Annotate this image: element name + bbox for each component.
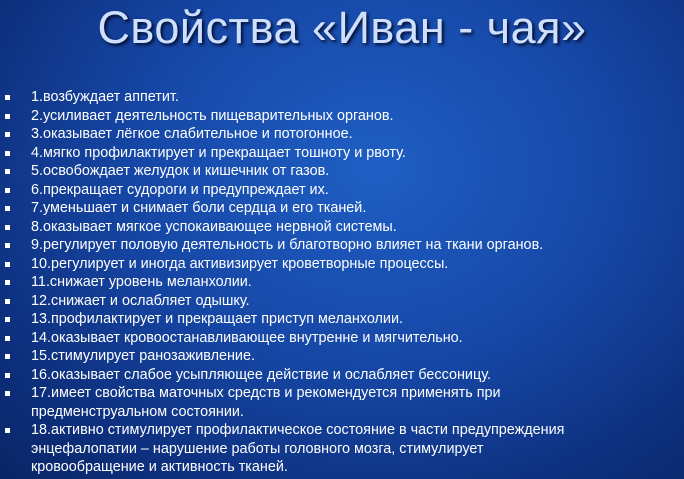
bullet-icon bbox=[5, 206, 10, 211]
list-item-text: 8.оказывает мягкое успокаивающее нервной системы. bbox=[31, 218, 397, 235]
list-item bbox=[0, 144, 684, 163]
bullet-icon bbox=[5, 391, 10, 396]
list-item-text: 16.оказывает слабое усыпляющее действие и ослабляет бессоницу. bbox=[31, 366, 491, 383]
list-item bbox=[0, 199, 684, 218]
bullet-icon bbox=[5, 336, 10, 341]
bullet-icon bbox=[5, 280, 10, 285]
bullet-icon bbox=[5, 243, 10, 248]
bullet-icon bbox=[5, 151, 10, 156]
list-item bbox=[0, 329, 684, 348]
list-item bbox=[0, 273, 684, 292]
list-item bbox=[0, 292, 684, 311]
list-item bbox=[0, 107, 684, 126]
bullet-icon bbox=[5, 225, 10, 230]
list-item bbox=[0, 347, 684, 366]
list-item bbox=[0, 366, 684, 385]
bullet-icon bbox=[5, 317, 10, 322]
list-item bbox=[0, 255, 684, 274]
list-item-text: 6.прекращает судороги и предупреждает их. bbox=[31, 181, 329, 198]
list-item bbox=[0, 181, 684, 200]
list-item-text: 5.освобождает желудок и кишечник от газов. bbox=[31, 163, 330, 179]
list-item bbox=[0, 236, 684, 255]
list-item bbox=[0, 310, 684, 329]
list-item-text: 11.снижает уровень меланхолии. bbox=[31, 274, 252, 290]
list-item bbox=[0, 162, 684, 181]
bullet-icon bbox=[5, 114, 10, 119]
list-item-text: 10.регулирует и иногда активизирует кроветворные процессы. bbox=[31, 255, 449, 272]
list-item-text: 3.оказывает лёгкое слабительное и потогонное. bbox=[31, 126, 353, 142]
list-item-text: 1.возбуждает аппетит. bbox=[31, 89, 179, 105]
list-item-text: 14.оказывает кровоостанавливающее внутренне и мягчительно. bbox=[31, 329, 463, 346]
list-item-text: 4.мягко профилактирует и прекращает тошноту и рвоту. bbox=[31, 144, 406, 161]
bullet-icon bbox=[5, 428, 10, 433]
list-item bbox=[0, 125, 684, 144]
list-item-text: 17.имеет свойства маточных средств и рекомендуется применять при предменструальном состоянии. bbox=[31, 385, 501, 420]
slide-title: Свойства «Иван - чая» bbox=[97, 2, 587, 53]
bullet-icon bbox=[5, 95, 10, 100]
list-item bbox=[0, 218, 684, 237]
properties-list bbox=[0, 88, 684, 477]
bullet-icon bbox=[5, 262, 10, 267]
list-item-text: 7.уменьшает и снимает боли сердца и его тканей. bbox=[31, 200, 367, 216]
bullet-icon bbox=[5, 299, 10, 304]
list-item bbox=[0, 421, 684, 477]
list-item-text: 2.усиливает деятельность пищеварительных органов. bbox=[31, 107, 394, 124]
bullet-icon bbox=[5, 132, 10, 137]
bullet-icon bbox=[5, 188, 10, 193]
list-item bbox=[0, 384, 684, 421]
list-item-text: 15.стимулирует ранозаживление. bbox=[31, 348, 255, 364]
bullet-icon bbox=[5, 169, 10, 174]
list-item-text: 13.профилактирует и прекращает приступ меланхолии. bbox=[31, 311, 403, 327]
bullet-icon bbox=[5, 354, 10, 359]
list-item-text: 18.активно стимулирует профилактическое состояние в части предупреждения энцефалопатии – нарушение работы головного мозга, стимулирует кровообращение и активность тканей. bbox=[31, 422, 565, 475]
bullet-icon bbox=[5, 373, 10, 378]
list-item-text: 9.регулирует половую деятельность и благотворно влияет на ткани органов. bbox=[31, 237, 544, 253]
list-item-text: 12.снижает и ослабляет одышку. bbox=[31, 292, 250, 309]
list-item bbox=[0, 88, 684, 107]
